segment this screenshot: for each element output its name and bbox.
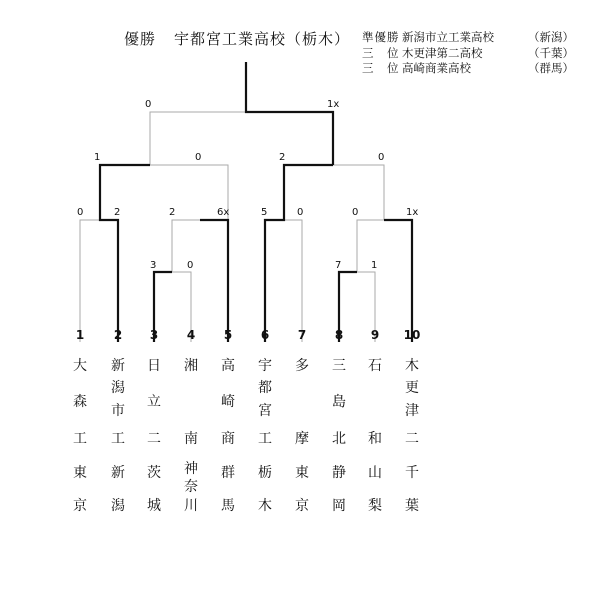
placing-rank: 準優勝 — [362, 30, 400, 44]
team-pref-char: 新 — [111, 465, 125, 481]
team-number: 7 — [297, 328, 307, 342]
score-r1: 6x — [217, 207, 230, 218]
bracket-line — [333, 165, 384, 220]
team-name-char: 宮 — [258, 403, 272, 419]
placing-school: 新潟市立工業高校 — [402, 30, 494, 44]
score-semi-b-top: 2 — [279, 152, 286, 163]
score-r1: 0 — [297, 207, 304, 218]
score-semi-a-top: 1 — [94, 152, 101, 163]
team-number: 3 — [149, 328, 159, 342]
team-pref-char: 群 — [221, 465, 235, 481]
team-name-char: 南 — [184, 431, 198, 447]
team-pref-char: 静 — [332, 465, 346, 481]
team-column — [216, 355, 240, 515]
team-name-char: 多 — [295, 358, 309, 374]
team-pref-char: 梨 — [368, 498, 382, 514]
team-number: 10 — [403, 328, 421, 342]
team-name-char: 三 — [332, 358, 346, 374]
team-pref-char: 茨 — [147, 465, 161, 481]
placing-rank: 三 位 — [362, 45, 400, 60]
score-r1: 1x — [406, 207, 419, 218]
bracket-line — [265, 165, 333, 342]
team-column — [327, 355, 351, 515]
team-pref-char: 木 — [258, 498, 272, 514]
team-column — [106, 355, 130, 515]
team-column — [142, 355, 166, 515]
bracket-line — [200, 220, 228, 342]
team-pref-char: 東 — [73, 465, 87, 481]
placing-pref: （群馬） — [528, 61, 574, 75]
team-name-char: 石 — [368, 358, 382, 374]
team-name-char: 摩 — [295, 431, 309, 447]
placing-pref: （千葉） — [528, 45, 574, 60]
team-name-char: 大 — [73, 358, 87, 374]
team-column — [400, 355, 424, 515]
champion-pref: （栃木） — [286, 30, 351, 48]
team-pref-char: 川 — [184, 498, 198, 514]
team-name-char: 日 — [147, 358, 161, 374]
score-r0: 1 — [371, 260, 378, 271]
team-name-char: 都 — [258, 380, 272, 396]
team-pref-char: 岡 — [332, 498, 346, 514]
team-pref-char: 京 — [73, 498, 87, 514]
bracket-line — [246, 62, 333, 165]
bracket-line — [384, 220, 412, 342]
champion-school: 宇都宮工業高校 — [174, 30, 287, 48]
team-number: 1 — [75, 328, 85, 342]
team-column — [253, 355, 277, 515]
placing-rank: 三 位 — [362, 61, 400, 75]
score-semi-b-bottom: 0 — [378, 152, 385, 163]
team-column — [290, 355, 314, 515]
placing-school: 木更津第二高校 — [402, 45, 483, 60]
score-r1: 0 — [77, 207, 84, 218]
team-name-char: 二 — [405, 431, 419, 447]
team-number: 5 — [223, 328, 233, 342]
team-name-char: 商 — [221, 431, 235, 447]
bracket-line — [172, 220, 200, 272]
bracket-line — [100, 165, 150, 342]
team-number: 2 — [113, 328, 123, 342]
team-name-char: 崎 — [221, 394, 235, 410]
team-pref-char: 千 — [405, 465, 419, 481]
team-name-char: 工 — [111, 431, 125, 447]
score-r0: 7 — [335, 260, 342, 271]
placing-school: 高崎商業高校 — [402, 61, 471, 75]
team-column — [68, 355, 92, 515]
team-name-char: 島 — [332, 394, 346, 410]
team-name-char: 高 — [221, 358, 235, 374]
team-name-char: 森 — [73, 394, 87, 410]
team-name-char: 更 — [405, 380, 419, 396]
team-name-char: 木 — [405, 358, 419, 374]
score-r1: 2 — [114, 207, 121, 218]
score-r1: 2 — [169, 207, 176, 218]
team-pref-char: 神 — [184, 461, 198, 477]
score-r0: 0 — [187, 260, 194, 271]
team-name-char: 立 — [147, 394, 161, 410]
team-number: 6 — [260, 328, 270, 342]
team-name-char: 工 — [73, 431, 87, 447]
team-name-char: 二 — [147, 431, 161, 447]
team-number: 8 — [334, 328, 344, 342]
team-pref-char: 栃 — [258, 465, 272, 481]
team-pref-char: 馬 — [221, 498, 235, 514]
team-pref-char: 城 — [147, 498, 161, 514]
team-column — [363, 355, 387, 515]
team-number: 9 — [370, 328, 380, 342]
bracket-line — [80, 220, 100, 342]
team-name-char: 津 — [405, 403, 419, 419]
score-r0: 3 — [150, 260, 157, 271]
team-name-char: 工 — [258, 431, 272, 447]
team-name-char: 潟 — [111, 380, 125, 396]
team-name-char: 湘 — [184, 358, 198, 374]
team-column — [179, 355, 203, 515]
team-name-char: 宇 — [258, 358, 272, 374]
team-name-char: 新 — [111, 358, 125, 374]
team-name-char: 北 — [332, 431, 346, 447]
score-final-left: 0 — [145, 99, 152, 110]
bracket-line — [284, 220, 302, 342]
score-final-right: 1x — [327, 99, 340, 110]
team-pref-char: 山 — [368, 465, 382, 481]
champion-label: 優勝 — [124, 30, 157, 48]
team-name-char: 和 — [368, 431, 382, 447]
score-r1: 0 — [352, 207, 359, 218]
team-number: 4 — [186, 328, 196, 342]
team-pref-char: 葉 — [405, 498, 419, 514]
score-semi-a-bottom: 0 — [195, 152, 202, 163]
score-r1: 5 — [261, 207, 268, 218]
team-pref-char: 奈 — [184, 479, 198, 495]
team-pref-char: 東 — [295, 465, 309, 481]
team-pref-char: 京 — [295, 498, 309, 514]
placing-pref: （新潟） — [528, 30, 574, 44]
team-pref-char: 潟 — [111, 498, 125, 514]
team-name-char: 市 — [111, 403, 125, 419]
